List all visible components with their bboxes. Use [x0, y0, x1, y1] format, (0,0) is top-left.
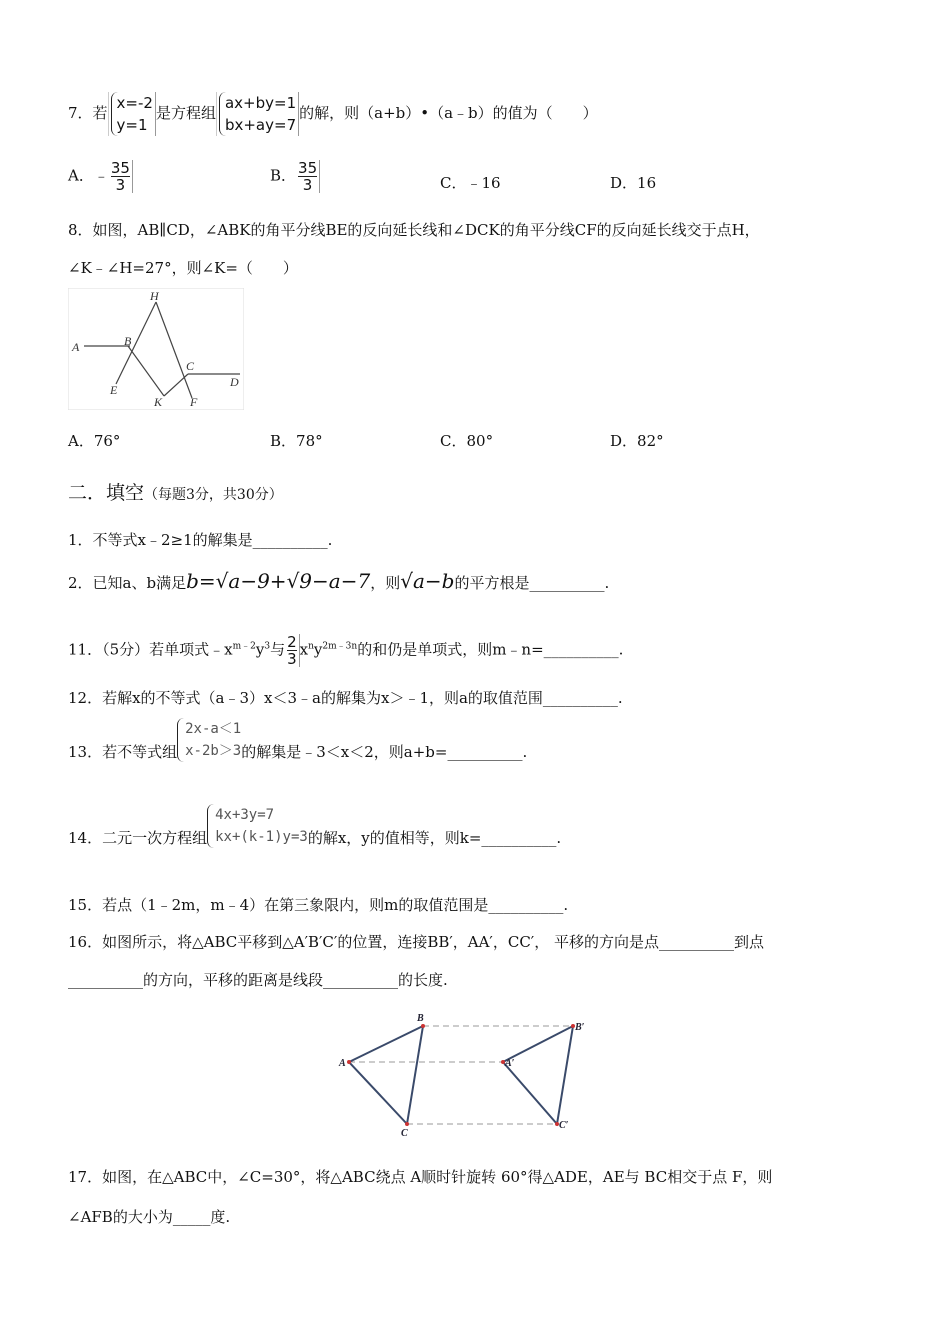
q7-option-b-label: B． [270, 166, 297, 185]
q7-sol-y: y=1 [116, 116, 148, 134]
fill-q2-tail: 的平方根是__________. [454, 574, 610, 592]
q7-option-a-fraction [109, 160, 133, 193]
fill-q11 [68, 634, 623, 667]
fill-q11-y: y [255, 640, 265, 659]
q8-figure-frame [68, 288, 244, 410]
fill-q2-root: √a−b [400, 569, 455, 593]
q7-b-denominator: 3 [302, 176, 313, 194]
fill-q1: 1．不等式x﹣2≥1的解集是__________. [68, 531, 333, 549]
label-k: K [154, 395, 163, 409]
q7-option-a-label: A．﹣ [68, 166, 109, 185]
q7-sol-x: x=-2 [116, 94, 153, 112]
triangle-abc-prime [503, 1026, 573, 1124]
fill-q15: 15．若点（1﹣2m，m﹣4）在第三象限内，则m的取值范围是__________. [68, 896, 569, 914]
fill-q16-line2: __________的方向，平移的距离是线段__________的长度. [68, 971, 448, 989]
fill-q2 [68, 568, 609, 596]
fill-q11-tail: 的和仍是单项式，则m﹣n=__________. [357, 640, 624, 659]
q8-option-a: A．76° [68, 432, 121, 450]
point-b [421, 1024, 425, 1028]
q7-eq1: ax+by=1 [224, 94, 297, 112]
fill-q16-line1: 16．如图所示，将△ABC平移到△A′B′C′的位置，连接BB′，AA′，CC′， 平移的方向是点__________到点 [68, 933, 764, 951]
fill-q11-pre: 11．（5分）若单项式﹣x [68, 640, 233, 659]
label-c: C [186, 359, 195, 373]
fill-q11-denominator: 3 [287, 650, 297, 668]
label-b: B [124, 334, 132, 348]
q8-option-b: B．78° [270, 432, 323, 450]
triangle-abc [349, 1026, 423, 1124]
label-a16: A [339, 1058, 346, 1069]
fill-q11-mid: 与 [270, 640, 286, 659]
fill-q17-line2: ∠AFB的大小为_____度. [68, 1208, 231, 1226]
label-b16: B [417, 1013, 424, 1024]
fill-q17-line1: 17．如图，在△ABC中，∠C=30°，将△ABC绕点 A顺时针旋转 60°得△ADE，AE与 BC相交于点 F，则 [68, 1168, 773, 1186]
label-f: F [190, 395, 198, 409]
q7-tail-text: 的解，则（a+b）•（a﹣b）的值为（ ） [299, 104, 598, 122]
q16-figure [335, 1010, 595, 1140]
fill-q12: 12．若解x的不等式（a﹣3）x＜3﹣a的解集为x＞﹣1，则a的取值范围__________. [68, 689, 623, 707]
label-h: H [150, 289, 159, 303]
label-c16: C [401, 1128, 408, 1139]
q7-b-numerator: 35 [298, 159, 318, 177]
q7-solution-box [108, 92, 156, 136]
q7-mid-text: 是方程组 [155, 104, 216, 122]
label-a16-prime: A′ [505, 1058, 515, 1069]
fill-q11-x: x [299, 640, 309, 659]
q8-option-d: D．82° [610, 432, 664, 450]
q7-option-c: C．﹣16 [440, 174, 501, 192]
fill-q14-tail: 的解x，y的值相等，则k=__________. [307, 829, 562, 847]
fill-q2-mid: ，则 [370, 574, 401, 592]
label-e: E [110, 383, 118, 397]
q7-option-b [270, 160, 320, 193]
fill-q14-pre: 14．二元一次方程组 [68, 829, 208, 847]
q7-number: 7．若 [68, 104, 108, 122]
fill-q11-numerator: 2 [287, 633, 297, 651]
q8-option-c: C．80° [440, 432, 494, 450]
fill-q11-fraction [285, 634, 300, 667]
q7-system-box [216, 92, 299, 136]
fill-q11-exp4: 2m﹣3n [322, 641, 358, 652]
fill-q13-eq2: x-2b＞3 [185, 743, 242, 759]
q8-line2: ∠K﹣∠H=27°，则∠K=（ ） [68, 259, 298, 277]
fill-q2-formula: b=√a−9+√9−a−7 [186, 569, 371, 593]
q7-option-b-fraction [296, 160, 320, 193]
point-c [405, 1122, 409, 1126]
section-note: （每题3分，共30分） [144, 487, 283, 503]
q7-a-denominator: 3 [115, 176, 126, 194]
q7-option-d: D．16 [610, 174, 657, 192]
label-a: A [72, 340, 80, 354]
fill-q13-pre: 13．若不等式组 [68, 743, 178, 761]
q7-a-numerator: 35 [110, 159, 130, 177]
q8-line1: 8．如图，AB∥CD，∠ABK的角平分线BE的反向延长线和∠DCK的角平分线CF的反向延长线交于点H， [68, 221, 760, 239]
label-c16-prime: C′ [559, 1120, 569, 1131]
point-a [347, 1060, 351, 1064]
fill-q14 [68, 804, 561, 848]
section-fill-in-title [68, 478, 283, 505]
fill-q14-eq1: 4x+3y=7 [215, 807, 275, 823]
label-d: D [230, 375, 239, 389]
fill-q14-eq2: kx+(k-1)y=3 [215, 829, 308, 845]
q7-eq2: bx+ay=7 [224, 116, 297, 134]
label-b16-prime: B′ [575, 1022, 585, 1033]
fill-q13-eq1: 2x-a＜1 [185, 721, 242, 737]
q8-figure [68, 288, 244, 410]
fill-q14-system [207, 804, 308, 848]
fill-q13 [68, 718, 527, 762]
section-title: 二．填空 [68, 482, 145, 504]
q7-line [68, 92, 598, 136]
fill-q11-exp2: 3 [264, 641, 271, 652]
fill-q2-pre: 2．已知a、b满足 [68, 574, 187, 592]
fill-q11-exp3: n [308, 641, 314, 652]
fill-q11-exp1: m﹣2 [232, 641, 256, 652]
fill-q13-tail: 的解集是﹣3＜x＜2，则a+b=__________. [241, 743, 528, 761]
q7-option-a [68, 160, 133, 193]
fill-q11-y2: y [313, 640, 323, 659]
fill-q13-system [177, 718, 241, 762]
